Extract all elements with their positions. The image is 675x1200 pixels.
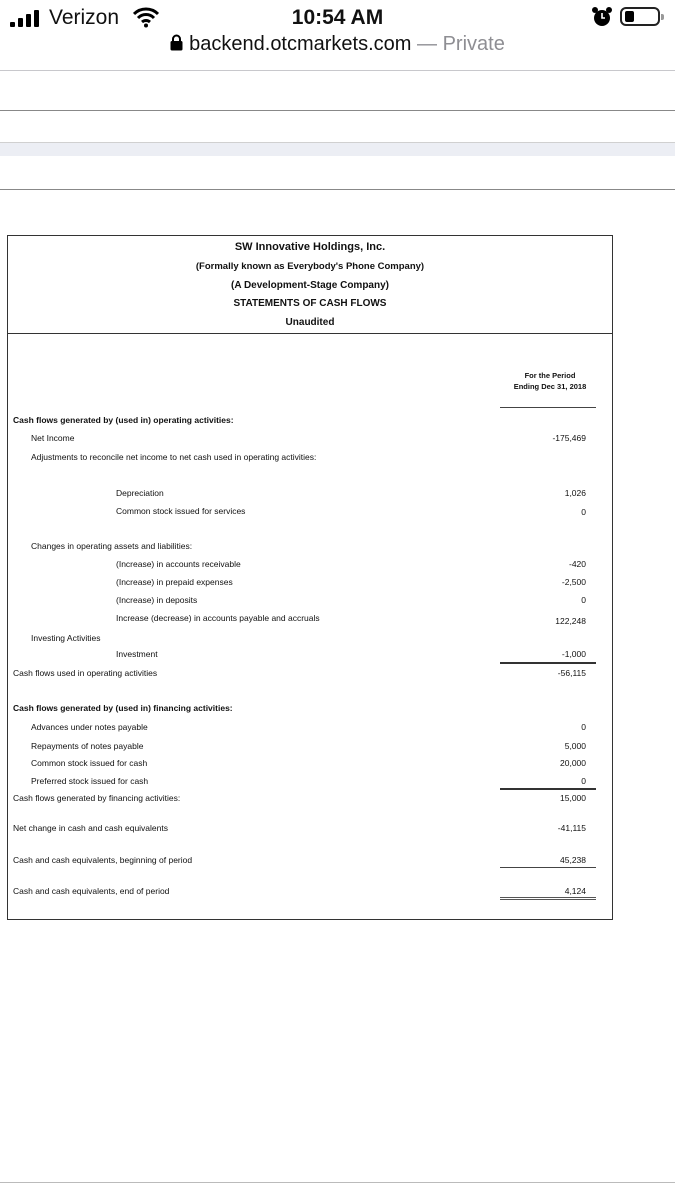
private-label: Private [442, 33, 505, 55]
company-name: SW Innovative Holdings, Inc. [234, 241, 386, 253]
period-header-line: For the Period [524, 371, 576, 380]
statement-header [8, 236, 612, 334]
row-value: -2,500 [561, 577, 586, 587]
subtotal-rule [500, 867, 596, 868]
company-stage: (A Development-Stage Company) [231, 280, 389, 291]
row-label: Common stock issued for cash [31, 758, 148, 768]
status-bar [0, 0, 675, 36]
column-rule [500, 407, 596, 408]
row-label: Preferred stock issued for cash [31, 776, 149, 786]
row-label: Net change in cash and cash equivalents [13, 823, 168, 833]
row-value: 5,000 [564, 741, 586, 751]
audit-status: Unaudited [285, 317, 335, 328]
period-header-line: Ending Dec 31, 2018 [513, 382, 587, 391]
row-label: Depreciation [116, 488, 164, 498]
url-separator: — [417, 33, 438, 55]
row-value: -1,000 [561, 649, 586, 659]
row-label: Cash flows generated by financing activities: [13, 793, 181, 803]
row-label: Changes in operating assets and liabilities: [31, 541, 193, 551]
subtotal-rule [500, 662, 596, 664]
total-double-rule [500, 897, 596, 900]
row-label: Common stock issued for services [116, 506, 246, 516]
row-label: Cash and cash equivalents, beginning of period [13, 855, 193, 865]
row-value: -56,115 [557, 668, 586, 678]
row-label: (Increase) in deposits [116, 595, 198, 605]
toolbar-divider [0, 70, 675, 71]
row-value: -420 [568, 559, 586, 569]
battery-icon [620, 7, 660, 26]
page-band [0, 143, 675, 156]
row-value: 45,238 [560, 855, 586, 865]
section-heading: Cash flows generated by (used in) operating activities: [13, 415, 234, 425]
row-value: 0 [581, 776, 586, 786]
alarm-clock-icon [591, 6, 613, 28]
row-value: 20,000 [560, 758, 586, 768]
row-value: 0 [581, 595, 586, 605]
url-domain: backend.otcmarkets.com [189, 33, 412, 55]
former-name: (Formally known as Everybody's Phone Company) [195, 261, 425, 272]
subtotal-rule [500, 788, 596, 790]
row-value: 0 [581, 722, 586, 732]
lock-icon [170, 34, 183, 51]
row-label: Advances under notes payable [31, 722, 148, 732]
row-value: 15,000 [560, 793, 586, 803]
cash-flow-statement [7, 235, 613, 920]
row-value: 122,248 [555, 616, 586, 626]
row-label: Repayments of notes payable [31, 741, 144, 751]
section-heading: Cash flows generated by (used in) financing activities: [13, 703, 233, 713]
carrier-name: Verizon [49, 6, 120, 29]
row-value: 4,124 [564, 886, 586, 896]
period-header [498, 370, 602, 392]
row-label: Net Income [31, 433, 75, 443]
row-label: Cash and cash equivalents, end of period [13, 886, 170, 896]
url-bar[interactable] [0, 33, 675, 63]
page-rule [0, 110, 675, 111]
clock-time: 10:54 AM [291, 6, 384, 29]
row-label: Cash flows used in operating activities [13, 668, 158, 678]
home-indicator-line [0, 1182, 675, 1183]
row-value: -41,115 [557, 823, 586, 833]
row-label: Investment [116, 649, 158, 659]
row-label: Investing Activities [31, 633, 101, 643]
row-label: Adjustments to reconcile net income to net cash used in operating activities: [31, 452, 317, 462]
row-label: (Increase) in prepaid expenses [116, 577, 233, 587]
statement-title: STATEMENTS OF CASH FLOWS [233, 298, 387, 309]
row-value: 1,026 [564, 488, 586, 498]
row-value: -175,469 [552, 433, 586, 443]
row-value: 0 [581, 507, 586, 517]
page-rule [0, 189, 675, 190]
row-label: Increase (decrease) in accounts payable and accruals [116, 613, 320, 623]
row-label: (Increase) in accounts receivable [116, 559, 241, 569]
